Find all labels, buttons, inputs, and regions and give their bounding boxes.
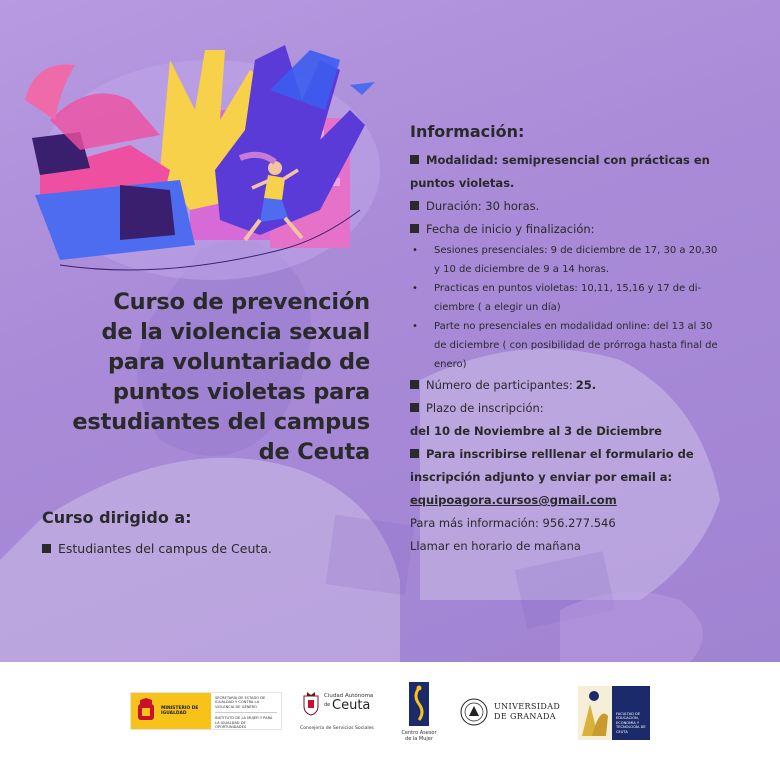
- title-line: para voluntariado de: [108, 349, 370, 375]
- sesiones-text: Sesiones presenciales: 9 de diciembre de 17, 30 a 20,30: [434, 245, 718, 256]
- sesiones-text-2: y 10 de diciembre de 9 a 14 horas.: [434, 264, 610, 275]
- ciudad-de-text: de: [324, 702, 331, 708]
- info-heading: Información:: [410, 122, 525, 141]
- inscribirse-item: [410, 443, 750, 466]
- dirigido-item-text: Estudiantes del campus de Ceuta.: [58, 541, 272, 556]
- ceuta-text: Ceuta: [332, 698, 371, 713]
- parte-continuation-2: [410, 355, 750, 374]
- parte-item: [410, 317, 750, 336]
- square-bullet-icon: [410, 380, 419, 389]
- square-bullet-icon: [42, 544, 51, 553]
- title-line: de la violencia sexual: [101, 319, 370, 345]
- square-bullet-icon: [410, 201, 419, 210]
- practicas-text: Practicas en puntos violetas: 10,11, 15,16 y 17 de di-: [434, 283, 702, 294]
- logo-ciudad-ceuta: [300, 690, 380, 738]
- parte-text-3: enero): [434, 359, 467, 370]
- spain-coat-of-arms-icon: [135, 698, 157, 724]
- title-line: Curso de prevención: [113, 289, 370, 315]
- sesiones-item: [410, 241, 750, 260]
- mas-info-text: Para más información: 956.277.546: [410, 516, 616, 530]
- title-line: de Ceuta: [258, 439, 370, 465]
- parte-text-2: de diciembre ( con posibilidad de prórroga hasta final de: [434, 340, 718, 351]
- course-title: [20, 287, 370, 467]
- ciudad-autonoma-text: Ciudad Autónoma: [324, 693, 374, 699]
- square-bullet-icon: [410, 155, 419, 164]
- plazo-item: [410, 397, 750, 420]
- duracion-item: [410, 195, 750, 218]
- dirigido-heading: Curso dirigido a:: [42, 508, 192, 527]
- secretaria-text: SECRETARÍA DE ESTADO DE IGUALDAD Y CONTRA LA VIOLENCIA DE GÉNERO: [215, 696, 266, 709]
- practicas-continuation: [410, 298, 750, 317]
- ceuta-shield-icon: [302, 692, 320, 716]
- facultad-emblem-icon: [578, 686, 612, 740]
- plazo-text: Plazo de inscripción:: [426, 401, 544, 415]
- ministerio-name: MINISTERIO DE IGUALDAD: [161, 705, 199, 716]
- facultad-text: FACULTAD DE EDUCACIÓN, ECONOMÍA Y TECNOLOGÍA DE CEUTA: [616, 712, 646, 734]
- square-bullet-icon: [410, 224, 419, 233]
- title-line: estudiantes del campus: [72, 409, 370, 435]
- logo-ministerio-igualdad: [130, 692, 282, 730]
- bullet-icon: •: [412, 321, 418, 332]
- ugr-name: [494, 702, 560, 722]
- centro-asesor-text: Centro Asesor: [401, 730, 437, 736]
- horario-text: Llamar en horario de mañana: [410, 539, 581, 553]
- ugr-line-1: UNIVERSIDAD: [494, 702, 561, 711]
- info-panel: [410, 122, 750, 558]
- consejeria-text: Consejería de Servicios Sociales: [300, 726, 374, 731]
- sesiones-continuation: [410, 260, 750, 279]
- illustration: [20, 40, 390, 290]
- participantes-label: Número de participantes:: [426, 378, 573, 392]
- parte-continuation: [410, 336, 750, 355]
- modalidad-continuation: puntos violetas.: [410, 176, 515, 190]
- fecha-text: Fecha de inicio y finalización:: [426, 222, 595, 236]
- practicas-text-2: ciembre ( a elegir un día): [434, 302, 561, 313]
- facultad-box: [612, 686, 650, 740]
- centro-asesor-icon: [409, 682, 429, 726]
- ugr-line-2: DE GRANADA: [494, 712, 556, 721]
- ugr-seal-icon: [460, 698, 488, 726]
- logo-universidad-granada: [460, 698, 566, 728]
- modalidad-item: [410, 149, 750, 172]
- footer-logos: [0, 662, 780, 779]
- logo-facultad: [578, 686, 650, 740]
- parte-text: Parte no presenciales en modalidad online: del 13 al 30: [434, 321, 713, 332]
- inscribirse-continuation: inscripción adjunto y enviar por email a:: [410, 470, 673, 484]
- modalidad-text: Modalidad: semipresencial con prácticas en: [426, 153, 710, 167]
- fecha-item: [410, 218, 750, 241]
- practicas-item: [410, 279, 750, 298]
- de-la-mujer-text: de la Mujer: [405, 736, 433, 742]
- paper-plane-icon: [350, 82, 375, 95]
- participantes-value: 25.: [575, 378, 597, 392]
- instituto-text: INSTITUTO DE LA MUJER Y PARA LA IGUALDAD DE OPORTUNIDADES: [215, 716, 273, 730]
- bullet-icon: •: [412, 283, 418, 294]
- plazo-fechas: del 10 de Noviembre al 3 de Diciembre: [410, 424, 662, 438]
- square-bullet-icon: [410, 403, 419, 412]
- square-bullet-icon: [410, 449, 419, 458]
- bullet-icon: •: [412, 245, 418, 256]
- email-link[interactable]: equipoagora.cursos@gmail.com: [410, 493, 617, 507]
- dirigido-item: [42, 541, 272, 556]
- inscribirse-text: Para inscribirse relllenar el formulario de: [426, 447, 694, 461]
- participantes-item: [410, 374, 750, 397]
- duracion-text: Duración: 30 horas.: [426, 199, 540, 213]
- logo-centro-asesor-mujer: [393, 682, 445, 746]
- title-line: puntos violetas para: [112, 379, 370, 405]
